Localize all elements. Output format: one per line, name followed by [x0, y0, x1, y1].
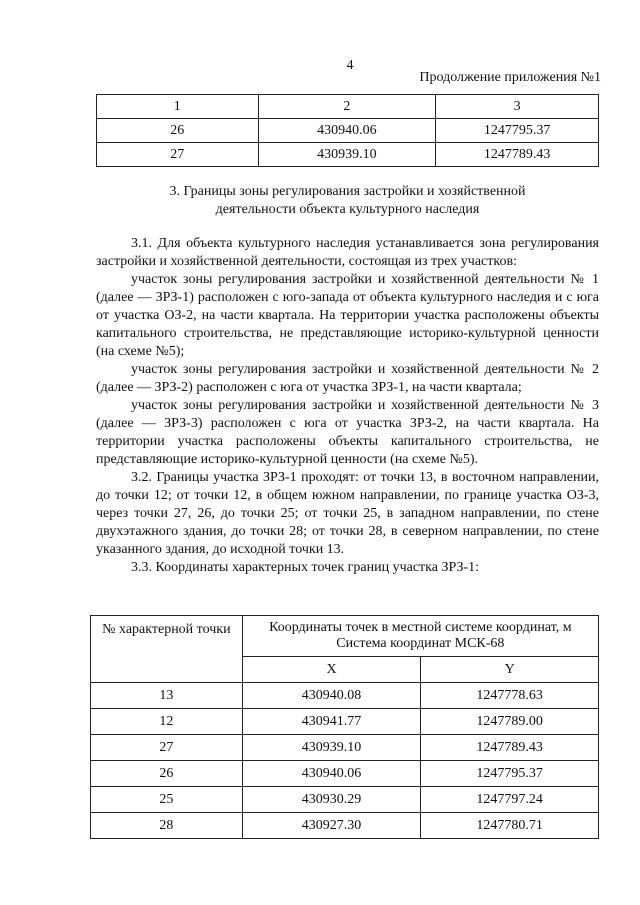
paragraph: 3.1. Для объекта культурного наследия устанавливается зона регулирования застройки и хозяйственной деятельности, состоящая из трех участков:	[96, 236, 599, 269]
point-number: 28	[91, 813, 243, 839]
coord-x: 430939.10	[242, 735, 421, 761]
column-number: 3	[436, 95, 599, 119]
paragraph: участок зоны регулирования застройки и хозяйственной деятельности № 3 (далее — ЗРЗ-3) расположен с юга от участка ЗРЗ-2, на части квартала. На территории участка расположены объекты капитального строительства, не представляющие историко-культурной ценности (на схеме №5).	[96, 398, 599, 467]
coord-y: 1247789.43	[421, 735, 599, 761]
point-number: 27	[97, 143, 259, 167]
point-number: 25	[91, 787, 243, 813]
point-number: 27	[91, 735, 243, 761]
point-number: 12	[91, 709, 243, 735]
table-row	[91, 683, 599, 709]
x-header: X	[242, 657, 421, 683]
paragraph: 3.2. Границы участка ЗРЗ-1 проходят: от точки 13, в восточном направлении, до точки 12; от точки 12, в общем южном направлении, по границе участка ОЗ-3, через точки 27, 26, до точки 25; от точки 25, в западном направлении, по стене двухэтажного здания, до точки 28; от точки 28, в северном направлении, по стене указанного здания, до исходной точки 13.	[96, 470, 599, 557]
coord-y: 1247780.71	[421, 813, 599, 839]
coordinates-header-line: Система координат МСК-68	[336, 636, 505, 651]
point-number: 26	[97, 119, 259, 143]
y-header: Y	[421, 657, 599, 683]
coord-x: 430941.77	[242, 709, 421, 735]
table-row	[97, 119, 599, 143]
continuation-label: Продолжение приложения №1	[419, 70, 601, 85]
coord-y: 1247795.37	[436, 119, 599, 143]
section-heading	[96, 183, 599, 219]
point-number: 13	[91, 683, 243, 709]
section-heading-line: 3. Границы зоны регулирования застройки и хозяйственной	[169, 184, 526, 199]
paragraph: участок зоны регулирования застройки и хозяйственной деятельности № 2 (далее — ЗРЗ-2) расположен с юга от участка ЗРЗ-1, на части квартала;	[96, 362, 599, 395]
table-row	[91, 709, 599, 735]
coord-x: 430927.30	[242, 813, 421, 839]
coord-x: 430940.06	[242, 761, 421, 787]
coord-y: 1247778.63	[421, 683, 599, 709]
point-number-header: № характерной точки	[91, 616, 243, 683]
paragraph: 3.3. Координаты характерных точек границ участка ЗРЗ-1:	[131, 560, 480, 575]
column-number: 1	[97, 95, 259, 119]
point-number: 26	[91, 761, 243, 787]
page-number: 4	[346, 58, 354, 73]
coordinates-header-line: Координаты точек в местной системе координат, м	[269, 620, 572, 635]
coordinates-header	[242, 616, 598, 657]
table-row	[91, 761, 599, 787]
table-header-row	[97, 95, 599, 119]
coord-y: 1247797.24	[421, 787, 599, 813]
coord-x: 430939.10	[258, 143, 436, 167]
table-header-row	[91, 616, 599, 657]
table-row	[91, 813, 599, 839]
coord-y: 1247789.00	[421, 709, 599, 735]
paragraph: участок зоны регулирования застройки и хозяйственной деятельности № 1 (далее — ЗРЗ-1) расположен с юго-запада от объекта культурного наследия и с юга от участка ОЗ-2, на части квартала. На территории участка расположены объекты капитального строительства, не представляющие историко-культурной ценности (на схеме №5);	[96, 272, 599, 359]
coord-x: 430940.06	[258, 119, 436, 143]
coord-y: 1247795.37	[421, 761, 599, 787]
coord-x: 430940.08	[242, 683, 421, 709]
column-number: 2	[258, 95, 436, 119]
table-row	[91, 787, 599, 813]
coord-x: 430930.29	[242, 787, 421, 813]
coord-y: 1247789.43	[436, 143, 599, 167]
table-row	[97, 143, 599, 167]
zrz1-coordinates-table	[90, 615, 599, 839]
section-heading-line: деятельности объекта культурного наследия	[215, 202, 480, 217]
document-body	[96, 235, 599, 577]
coordinates-table-continued	[96, 94, 599, 167]
table-row	[91, 735, 599, 761]
